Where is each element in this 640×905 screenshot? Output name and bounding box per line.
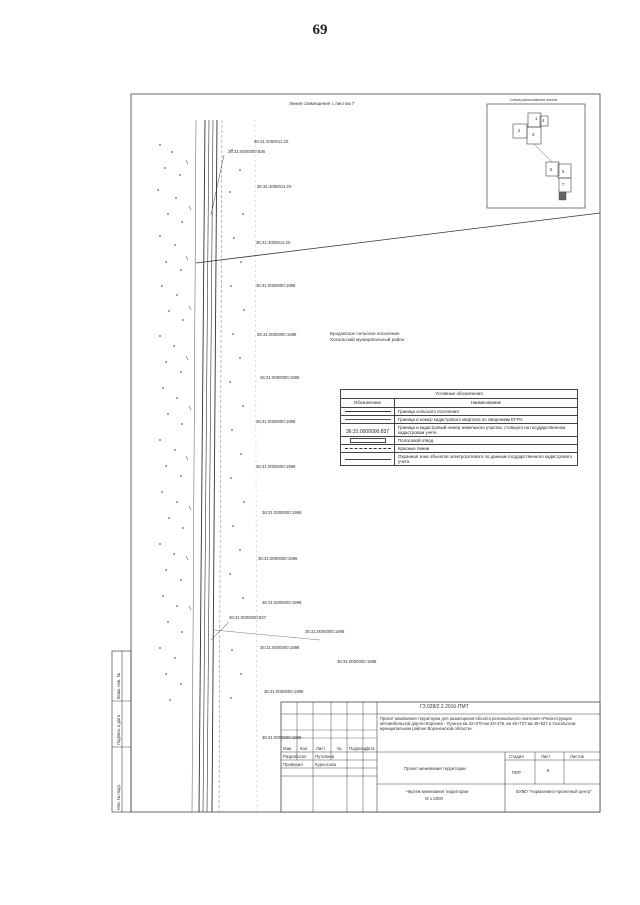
legend bbox=[340, 389, 578, 466]
key-sheet-label: 4 bbox=[542, 118, 545, 123]
legend-text: Граница и номер кадастрового квартала по сведениям ЕГРН bbox=[398, 417, 523, 422]
role-developer: Разработал bbox=[283, 754, 307, 759]
sheet-label: Лист bbox=[541, 754, 551, 759]
legend-col-symbol: Обозначение bbox=[341, 399, 395, 407]
stage-label: Стадия bbox=[509, 754, 524, 759]
project-description: Проект межевания территории для размещения объекта регионального значения «Реконструкция автомобильной дороги Воронеж - Луганск км 32+070-км 34+478, км 46+727-км 49+827 в Хохольском муниципальном районе Воронежской области» bbox=[380, 716, 576, 732]
col-sheet: Лист bbox=[316, 746, 326, 751]
quarter-symbol bbox=[345, 419, 391, 420]
parcel-label: 36:31:0000000:1998 bbox=[260, 375, 300, 380]
parcel-label: 36:31:0000000:1998 bbox=[256, 464, 296, 469]
parcel-label: 36:31:0000000:836 bbox=[228, 149, 266, 154]
allotment-symbol bbox=[350, 438, 386, 443]
legend-text: Охранная зона объектов электросетевого по данным государственного кадастрового учета bbox=[398, 454, 573, 464]
key-sheet-label: 7 bbox=[562, 182, 565, 187]
protection-zone-symbol bbox=[345, 459, 391, 460]
col-date: Дата bbox=[365, 746, 375, 751]
parcel-label: 36:31:0000000:1998 bbox=[256, 419, 296, 424]
page-number: 69 bbox=[312, 22, 328, 38]
stamp-replace-inv: Взам. инв. № bbox=[116, 673, 121, 699]
sheet-value: 8 bbox=[547, 768, 550, 773]
red-line-symbol bbox=[345, 448, 391, 449]
parcel-label: 36:31:0000000:1998 bbox=[260, 645, 300, 650]
legend-row bbox=[341, 416, 577, 424]
parcel-label: 36:31:0000000:837 bbox=[229, 615, 267, 620]
settlement-label: Бродовское сельское поселение bbox=[330, 331, 400, 336]
legend-title: Условные обозначения bbox=[341, 390, 577, 399]
legend-text: Граница сельского поселения bbox=[398, 409, 459, 414]
legend-text: Красные линии bbox=[398, 446, 430, 451]
col-count: Кол. bbox=[300, 746, 309, 751]
col-doc: № bbox=[337, 746, 342, 751]
parcel-label: 36:31:4000011:20 bbox=[254, 139, 289, 144]
sheets-label: Листов bbox=[570, 754, 584, 759]
key-sheet-label: 1 bbox=[535, 116, 538, 121]
key-sheet-label: 6 bbox=[562, 169, 565, 174]
key-sheet-label: 2 bbox=[518, 128, 521, 133]
col-change: Изм. bbox=[283, 746, 293, 751]
parcel-label: 36:31:0000000:1998 bbox=[337, 659, 377, 664]
legend-text: Граница и кадастровый номер земельного участка, стоящего на государственном кадастровом учете bbox=[398, 425, 566, 435]
parcel-label: 36:31:0000000:1998 bbox=[257, 332, 297, 337]
parcel-label: 36:31:0000000:1998 bbox=[305, 629, 345, 634]
legend-row bbox=[341, 437, 577, 445]
parcel-label: 36:31:0000000:1998 bbox=[262, 735, 302, 740]
checker-name: Курносова bbox=[315, 762, 336, 767]
developer-name: Путилина bbox=[315, 754, 335, 759]
organization: БУВО "Нормативно-проектный центр" bbox=[516, 789, 592, 794]
legend-row bbox=[341, 445, 577, 453]
parcel-label: 36:31:0000000:1998 bbox=[258, 556, 298, 561]
col-signature: Подпись bbox=[349, 746, 367, 751]
scale: М 1:2000 bbox=[425, 796, 443, 801]
district-label: Хохольский муниципальный район bbox=[330, 337, 405, 342]
project-name: Проект межевания территории bbox=[404, 766, 466, 771]
drawing-name: Чертеж межевания территории bbox=[406, 789, 469, 794]
boundary-symbol bbox=[345, 411, 391, 412]
parcel-label: 36:31:4000011:20 bbox=[256, 240, 291, 245]
parcel-label: 36:31:0000000:1998 bbox=[256, 283, 296, 288]
sheet-join-label: Линия совмещения с листом 7 bbox=[289, 101, 355, 106]
document-code: ГЗ.028/2.2.2016-ПМТ bbox=[420, 704, 469, 710]
parcel-label: 36:31:0000000:1998 bbox=[264, 689, 304, 694]
legend-row bbox=[341, 408, 577, 416]
parcel-label: 36:31:0000000:1998 bbox=[262, 510, 302, 515]
key-map-title: Схема расположения листов bbox=[510, 98, 558, 102]
legend-col-name: Наименование bbox=[470, 400, 502, 405]
stamp-signature-date: Подпись и дата bbox=[116, 714, 121, 745]
legend-row: 36:31:0000000:837 Граница и кадастровый номер земельного участка, стоящего на государственном кадастровом учете bbox=[341, 424, 577, 437]
stamp-original-inv: Инв. № подл. bbox=[116, 783, 121, 810]
stage-value: ПМТ bbox=[512, 770, 522, 775]
parcel-label: 36:31:0000000:1998 bbox=[262, 600, 302, 605]
parcel-label: 36:31:4000011:20 bbox=[257, 184, 292, 189]
legend-row bbox=[341, 453, 577, 465]
key-sheet-label: 3 bbox=[532, 132, 535, 137]
role-checker: Проверил bbox=[283, 762, 303, 767]
key-sheet-label: 5 bbox=[550, 167, 553, 172]
legend-text: Полосовой отвод bbox=[398, 438, 434, 443]
